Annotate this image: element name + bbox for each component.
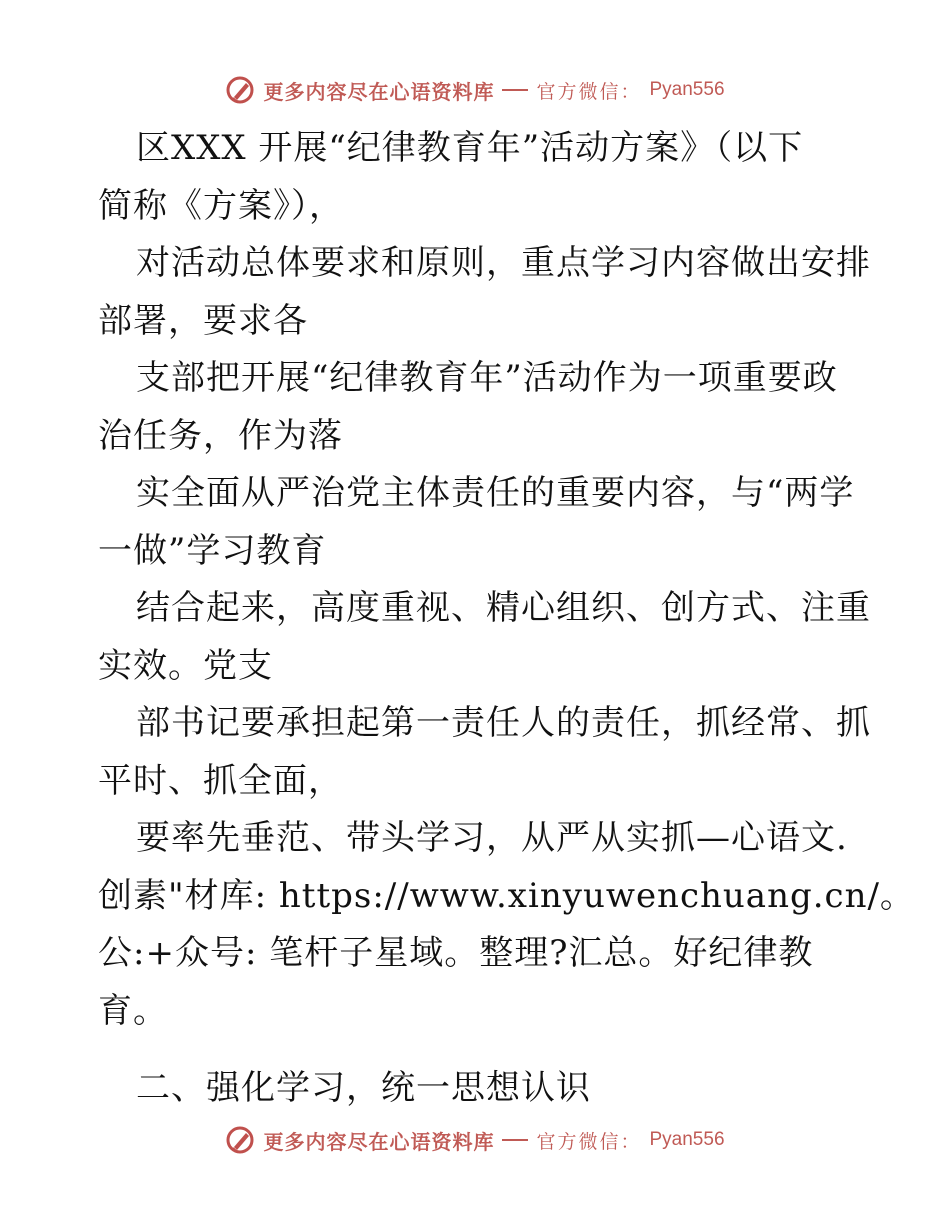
paragraph-line: 平时、抓全面，: [98, 760, 343, 801]
paragraph-line: 结合起来，高度重视、精心组织、创方式、注重: [136, 588, 871, 628]
pen-logo-icon: [225, 1125, 255, 1155]
watermark-divider: [502, 1139, 528, 1141]
watermark-brand: 更多内容尽在心语资料库: [263, 79, 495, 104]
watermark-wechat-id: Pyan556: [649, 79, 725, 100]
paragraph-line: 区XXX 开展“纪律教育年”活动方案》（以下: [136, 128, 804, 168]
watermark-official: 官方微信：: [536, 80, 642, 103]
paragraph-line: 育。: [98, 990, 168, 1031]
paragraph-line: 支部把开展“纪律教育年”活动作为一项重要政: [136, 358, 838, 398]
watermark-brand: 更多内容尽在心语资料库: [263, 1129, 495, 1154]
watermark-footer: [0, 1118, 950, 1162]
paragraph-line: 创素"材库: https://www.xinyuwenchuang.cn/。: [98, 875, 915, 916]
paragraph-line: 实效。党支: [98, 645, 273, 686]
paragraph-line: 部署，要求各: [98, 300, 308, 341]
paragraph-line: 对活动总体要求和原则，重点学习内容做出安排: [136, 243, 871, 283]
paragraph-line: 要率先垂范、带头学习，从严从实抓—心语文.: [136, 818, 848, 858]
document-body: [98, 120, 915, 1118]
paragraph-line: 部书记要承担起第一责任人的责任，抓经常、抓: [136, 703, 871, 743]
section-heading: 二、强化学习，统一思想认识: [136, 1068, 591, 1108]
paragraph-line: 治任务，作为落: [98, 415, 343, 456]
watermark-wechat-id: Pyan556: [649, 1129, 725, 1150]
watermark-official: 官方微信：: [536, 1130, 642, 1153]
paragraph-line: 简称《方案》），: [98, 185, 344, 226]
watermark-header: [0, 68, 950, 112]
paragraph-line: 实全面从严治党主体责任的重要内容，与“两学: [136, 473, 855, 513]
paragraph-line: 一做”学习教育: [98, 530, 327, 571]
pen-logo-icon: [225, 75, 255, 105]
paragraph-line: 公:+众号: 笔杆子星域。整理?汇总。好纪律教: [98, 933, 814, 973]
watermark-divider: [502, 89, 528, 91]
